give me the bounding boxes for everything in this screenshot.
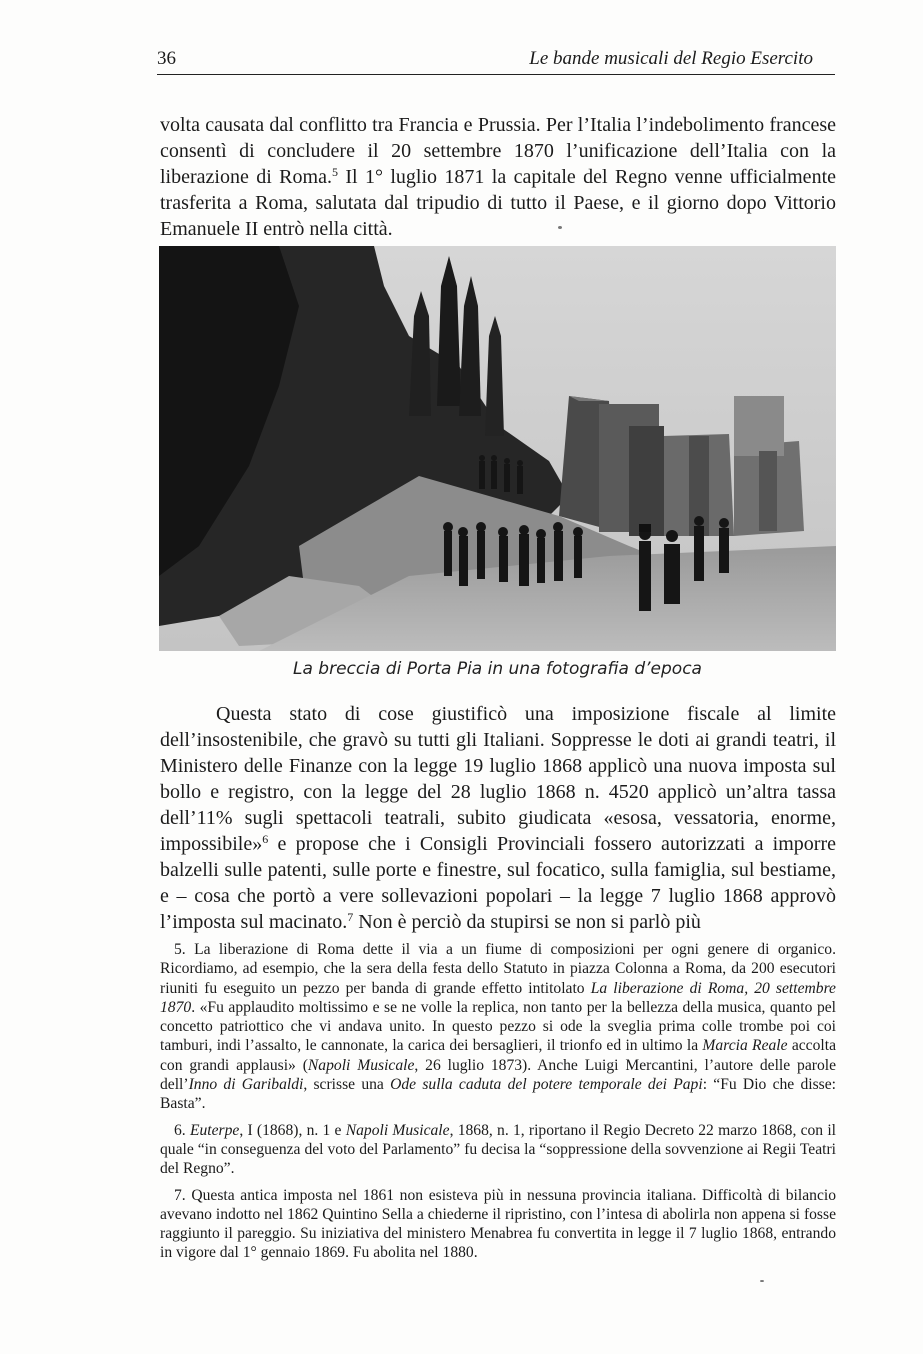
footnote-5-title: La liberazione di Roma, 20 settembre 1870 — [160, 979, 836, 1016]
footnote-6-text: , I (1868), n. 1 e — [239, 1121, 346, 1139]
footnote-5-title: Napoli Musicale — [307, 1056, 415, 1074]
porta-pia-photograph — [159, 246, 836, 651]
paragraph-1 — [160, 112, 836, 242]
footnote-6-title: Napoli Musicale — [345, 1121, 450, 1139]
footnote-6-text: 6. — [174, 1121, 190, 1139]
footnote-ref-7[interactable]: 7 — [347, 910, 354, 924]
footnote-5-text: , scrisse una — [303, 1076, 391, 1094]
footnote-5-text: 5. La liberazione di Roma dette il via a un fiume di composizioni per ogni genere di organico. Ricordiamo, ad esempio, che la sera della festa dello Statuto in piazza Colonna a Roma, da 200 esecutori riuniti fu eseguito un pezzo per banda di grande effetto intitolato — [160, 941, 836, 997]
footnote-6-title: Euterpe — [189, 1121, 240, 1139]
page-number: 36 — [157, 48, 176, 69]
footnote-5-text: accolta con grandi applausi» ( — [160, 1037, 836, 1074]
footnote-6-text: , 1868, n. 1, riportano il Regio Decreto 22 marzo 1868, con il quale “in conseguenza del voto del Parlamento” fu decisa la “soppressione della sovvenzione ai Regii Teatri del Regno”. — [160, 1121, 837, 1178]
figure-caption: La breccia di Porta Pia in una fotografia d’epoca — [293, 659, 702, 679]
scan-speck — [760, 1280, 764, 1282]
footnote-5 — [160, 940, 836, 1114]
footnote-5-title: Ode sulla caduta del potere temporale dei Papi — [390, 1076, 703, 1094]
footnotes — [160, 940, 836, 1270]
paragraph-2-text-c: Non è perciò da stupirsi se non si parlò più — [353, 911, 701, 933]
footnote-ref-5[interactable]: 5 — [331, 165, 338, 179]
footnote-5-title: Inno di Garibaldi — [188, 1076, 304, 1094]
footnote-ref-6[interactable]: 6 — [262, 832, 269, 846]
footnote-5-text: . «Fu applaudito moltissimo e se ne volle la replica, non tanto per la bellezza della musica, quanto pel concetto patriottico che vi andava unito. In questo pezzo si ode la sveglia prima colle trombe poi coi tamburi, indi l’assalto, le cannonate, la carica dei bersaglieri, il trionfo ed in ultimo la — [160, 998, 836, 1055]
footnote-5-text: , 26 luglio 1873). Anche Luigi Mercantini, l’autore delle parole dell’ — [160, 1056, 836, 1094]
paragraph-1-text: volta causata dal conflitto tra Francia e Prussia. Per l’Italia l’indebolimento francese consentì di concludere il 20 settembre 1870 l’unificazione dell’Italia con la liberazione di Roma. — [160, 114, 836, 188]
footnote-5-title: Marcia Reale — [702, 1037, 788, 1055]
footnote-7: 7. Questa antica imposta nel 1861 non esisteva più in nessuna provincia italiana. Difficoltà di bilancio avevano indotto nel 1862 Quintino Sella a chiederne il ripristino, con l’intesa di abolirla non appena si fosse raggiunto il pareggio. Su iniziativa del ministero Menabrea fu convertita in legge il 7 luglio 1868, entrando in vigore dal 1° gennaio 1869. Fu abolita nel 1880. — [160, 1186, 836, 1262]
footnote-6 — [160, 1121, 836, 1179]
paragraph-2 — [160, 701, 836, 935]
scan-speck — [558, 226, 562, 229]
paragraph-2-text-b: e propose che i Consigli Provinciali fossero autorizzati a imporre balzelli sulle patenti, sulle porte e finestre, sul focatico, sulla famiglia, sul bestiame, e – cosa che portò a vere sollevazioni popolari – la legge 7 luglio 1868 approvò l’imposta sul macinato. — [160, 833, 836, 933]
footnote-5-text: : “Fu Dio che disse: Basta”. — [160, 1076, 836, 1113]
paragraph-2-text-a: Questa stato di cose giustificò una imposizione fiscale al limite dell’insostenibile, che gravò su tutti gli Italiani. Soppresse le doti ai grandi teatri, il Ministero delle Finanze con la legge 19 luglio 1868 applicò una nuova imposta sul bollo e registro, con la legge del 28 luglio 1868 n. 4520 applicò un’altra tassa dell’11% sugli spettacoli teatrali, subito giudicata «esosa, vessatoria, enorme, impossibile» — [160, 703, 836, 855]
running-title: Le bande musicali del Regio Esercito — [529, 48, 813, 69]
running-header — [157, 48, 835, 75]
paragraph-1-tail: Il 1° luglio 1871 la capitale del Regno venne ufficialmente trasferita a Roma, salutata dal tripudio di tutto il Paese, e il giorno dopo Vittorio Emanuele II entrò nella città. — [160, 166, 836, 240]
